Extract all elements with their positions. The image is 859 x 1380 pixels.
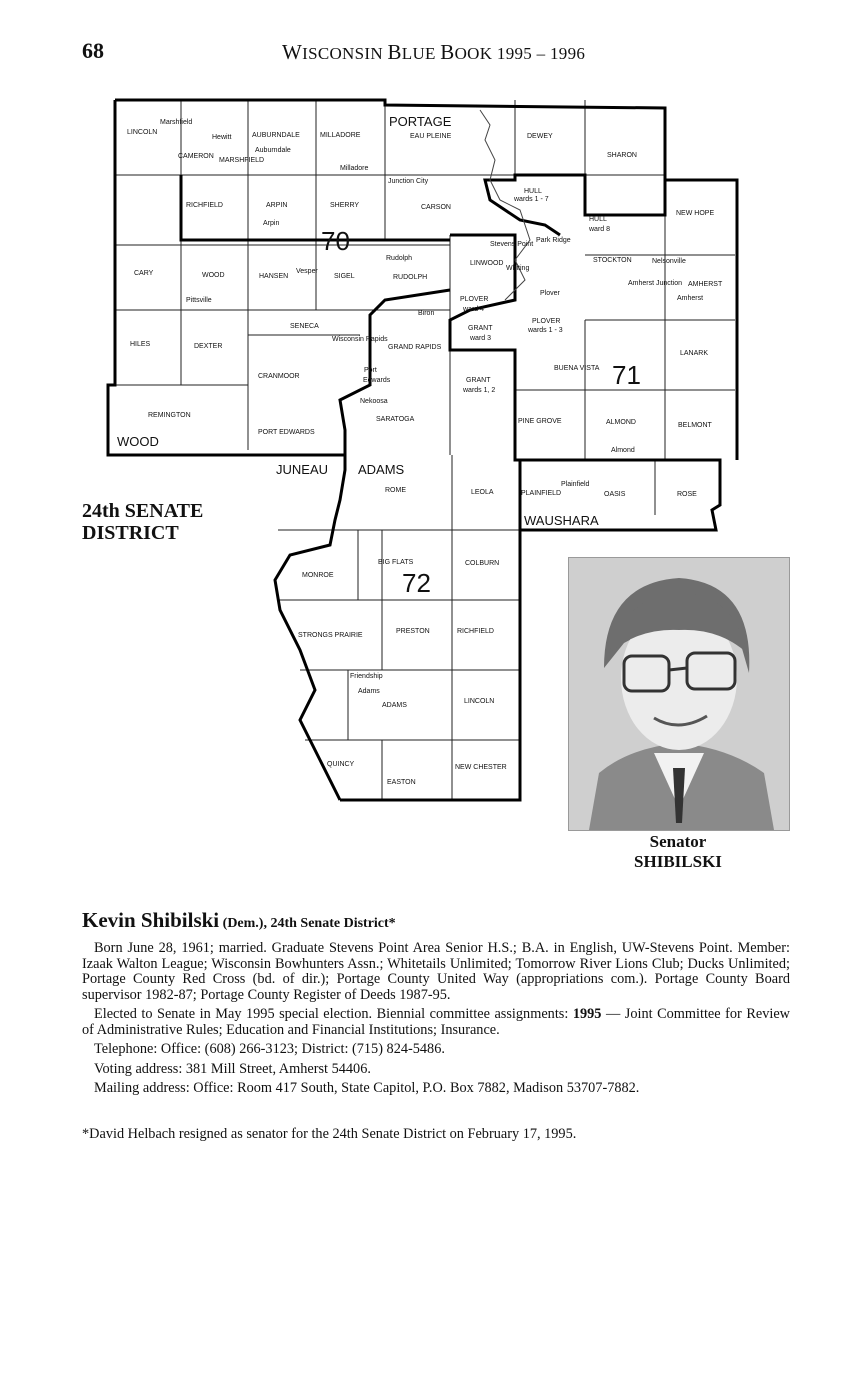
map-label-grand-rapids: GRAND RAPIDS [388,344,442,351]
map-label-almond-village: Almond [611,447,635,454]
bio-paragraph-2 [82,1007,790,1038]
map-label-grant-wards-b: wards 1, 2 [463,387,496,394]
map-label-junction-city: Junction City [388,178,429,185]
bio-paragraph-1: Born June 28, 1961; married. Graduate Stevens Point Area Senior H.S.; B.A. in English, UW-Stevens Point. Member: Izaak Walton League; Wisconsin Bowhunters Assn.; Whitetails Unlimited; Tomorrow River Lions Club; Ducks Unlimited; Portage County Red Cross (bd. of dir.); Portage County United Way (appropriations com.). Portage County Board supervisor 1982-87; Portage County Register of Deeds 1987-95. [82,940,790,1003]
footnote: *David Helbach resigned as senator for the 24th Senate District on February 17, 1995. [82,1126,577,1142]
map-label-marshfield-town: MARSHFIELD [219,157,265,164]
map-label-auburndale: AUBURNDALE [252,132,300,139]
map-label-plover-ward-4-a: PLOVER [460,296,489,303]
map-label-carson: CARSON [421,204,451,211]
map-label-saratoga: SARATOGA [376,416,415,423]
map-label-dewey: DEWEY [527,133,553,140]
map-label-new-chester: NEW CHESTER [455,764,507,771]
map-label-strongs-prairie: STRONGS PRAIRIE [298,632,363,639]
district-caption-line2: DISTRICT [82,522,179,544]
map-label-port: Port [364,367,377,374]
map-label-adams-town: ADAMS [382,702,407,709]
map-label-seneca: SENECA [290,323,319,330]
map-label-rudolph-village: Rudolph [386,255,413,262]
map-label-richfield-adams: RICHFIELD [457,628,494,635]
map-district-70: 70 [321,226,350,256]
map-label-sigel: SIGEL [334,273,355,280]
biography-section [82,908,790,1101]
page-number: 68 [82,38,104,63]
bio-telephone: Telephone: Office: (608) 266-3123; District: (715) 824-5486. [94,1041,445,1057]
district-caption [82,500,203,544]
map-label-grant-wards-a: GRANT [466,377,491,384]
map-label-adams-city: Adams [358,688,380,695]
map-label-plainfield: PLAINFIELD [521,490,562,497]
map-label-monroe: MONROE [302,572,334,579]
bio-p2-year: 1995 [572,1006,602,1022]
map-label-plover-village: Plover [540,290,560,297]
map-label-nelsonville: Nelsonville [652,258,686,265]
map-label-stevens-point: Stevens Point [490,241,534,248]
senator-name: Kevin Shibilski [82,908,220,932]
bio-p2-part-b: — Joint Committee for Review of Administrative Rules; Education and Financial Institutions; Insurance. [82,1006,790,1038]
map-county-waushara: WAUSHARA [524,513,599,528]
map-label-buena-vista: BUENA VISTA [554,365,600,372]
map-label-remington: REMINGTON [148,412,191,419]
map-label-arpin: ARPIN [266,202,288,209]
photo-caption [568,832,788,872]
map-label-sherry: SHERRY [330,202,360,209]
map-label-lincoln-adams: LINCOLN [464,698,495,705]
map-label-hewitt: Hewitt [212,134,232,141]
running-head-part-2: LUE [401,44,441,63]
running-head-initial-b: B [387,40,402,64]
senator-portrait [568,557,790,831]
bio-voting-address: Voting address: 381 Mill Street, Amherst 54406. [94,1060,371,1077]
map-label-belmont: BELMONT [678,422,712,429]
map-district-72: 72 [402,568,431,598]
running-head-part-3: OOK 1995 – 1996 [454,44,586,63]
map-label-plover-ward-4-b: ward 4 [463,306,485,313]
map-label-whiting: Whiting [506,265,530,272]
map-label-plainfield-village: Plainfield [561,481,590,488]
bio-mailing-address: Mailing address: Office: Room 417 South, State Capitol, P.O. Box 7882, Madison 53707-7882. [94,1080,640,1096]
map-label-wisconsin-rapids: Wisconsin Rapids [332,336,388,343]
map-label-hansen: HANSEN [259,273,289,280]
map-label-amherst: AMHERST [688,281,723,288]
map-label-hull-8: HULL [589,216,607,223]
map-label-nekoosa: Nekoosa [360,398,388,405]
map-label-linwood: LINWOOD [470,260,504,267]
map-label-park-ridge: Park Ridge [536,237,571,244]
map-label-friendship: Friendship [350,673,383,680]
map-county-portage: PORTAGE [389,114,452,129]
map-label-port-edwards: PORT EDWARDS [258,429,315,436]
map-label-arpin-village: Arpin [263,220,280,227]
map-label-cranmoor: CRANMOOR [258,373,300,380]
map-label-marshfield: Marshfield [160,119,193,126]
map-label-leola: LEOLA [471,489,494,496]
map-label-auburndale-village: Auburndale [255,147,291,154]
district-caption-line1: 24th SENATE [82,500,204,522]
map-label-ward-8: ward 8 [589,226,611,233]
map-label-milladore-village: Milladore [340,165,369,172]
map-label-vesper: Vesper [296,268,318,275]
map-label-lincoln: LINCOLN [127,129,158,136]
map-label-rudolph: RUDOLPH [393,274,428,281]
map-label-big-flats: BIG FLATS [378,559,414,566]
map-label-quincy: QUINCY [327,761,355,768]
map-label-lanark: LANARK [680,350,709,357]
running-head-part-1: ISCONSIN [302,44,388,63]
map-label-almond: ALMOND [606,419,636,426]
map-label-pittsville: Pittsville [186,297,212,304]
map-label-plover-wards-a: PLOVER [532,318,561,325]
map-label-cameron: CAMERON [178,153,214,160]
map-label-milladore: MILLADORE [320,132,361,139]
map-label-amherst-junction: Amherst Junction [628,280,683,287]
running-head-initial-b2: B [440,40,455,64]
running-head [282,40,585,65]
bio-p2-part-a: Elected to Senate in May 1995 special election. Biennial committee assignments: [94,1006,573,1022]
map-label-wood: WOOD [202,272,225,279]
map-label-biron: Biron [418,310,435,317]
map-label-grant-ward-3-a: GRANT [468,325,493,332]
map-label-colburn: COLBURN [465,560,500,567]
map-label-edwards: Edwards [363,377,391,384]
map-label-eau-pleine: EAU PLEINE [410,133,452,140]
running-head-initial-w: W [282,40,303,64]
biography-heading [82,908,790,933]
map-label-rose: ROSE [677,491,697,498]
map-county-juneau: JUNEAU [276,462,329,477]
map-label-amherst-village: Amherst [677,295,704,302]
map-label-easton: EASTON [387,779,416,786]
map-county-adams: ADAMS [358,462,405,477]
map-district-numbers [321,226,641,598]
map-county-wood: WOOD [117,434,159,449]
map-label-richfield: RICHFIELD [186,202,223,209]
party-district: (Dem.), 24th Senate District* [219,916,396,931]
photo-caption-line1: Senator [649,832,707,851]
map-label-hull-wards: wards 1 - 7 [514,196,549,203]
map-label-new-hope: NEW HOPE [676,210,715,217]
map-label-stockton: STOCKTON [593,257,632,264]
map-label-grant-ward-3-b: ward 3 [470,335,492,342]
portrait-drawing [569,558,789,830]
map-label-hull: HULL [524,188,542,195]
map-label-plover-wards-b: wards 1 - 3 [528,327,563,334]
map-label-preston: PRESTON [396,628,430,635]
map-label-pine-grove: PINE GROVE [518,418,562,425]
map-district-71: 71 [612,360,641,390]
map-label-rome: ROME [385,487,406,494]
map-label-dexter: DEXTER [194,343,223,350]
map-label-sharon: SHARON [607,152,637,159]
map-label-oasis: OASIS [604,491,626,498]
photo-caption-line2: SHIBILSKI [634,852,722,871]
map-label-cary: CARY [134,270,154,277]
map-label-hiles: HILES [130,341,151,348]
